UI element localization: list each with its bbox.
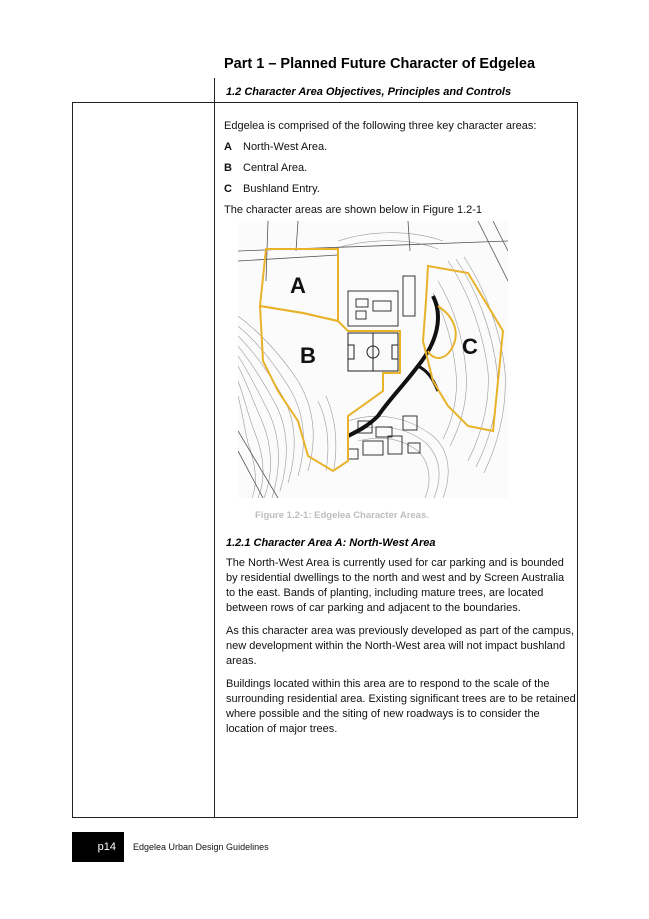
area-name: North-West Area. <box>243 141 328 153</box>
area-item-b <box>224 161 574 176</box>
intro-lead: Edgelea is comprised of the following three key character areas: <box>224 120 537 132</box>
footer-title: Edgelea Urban Design Guidelines <box>133 842 269 852</box>
paragraph: The North-West Area is currently used for car parking and is bounded by residential dwellings to the north and west and by Screen Australia to the east. Bands of planting, including mature trees, are located between rows of car parking and adjacent to the boundaries. <box>226 557 565 614</box>
map-label-b: B <box>300 343 316 368</box>
area-c-inner-boundary <box>428 306 456 358</box>
sports-field <box>348 333 398 371</box>
section-heading: 1.2 Character Area Objectives, Principles and Controls <box>226 86 512 98</box>
paragraph: Buildings located within this area are to respond to the scale of the surrounding residential area. Existing significant trees are to be retained where possible and the siting of new roadways is to consider the location of major trees. <box>226 678 576 735</box>
page-title: Part 1 – Planned Future Character of Edgelea <box>224 56 536 72</box>
site-plan-drawing <box>238 221 508 498</box>
figure-caption: Figure 1.2-1: Edgelea Character Areas. <box>255 510 429 521</box>
area-b-boundary <box>260 306 400 471</box>
map-label-c: C <box>462 334 478 359</box>
intro-block <box>224 119 574 218</box>
area-letter: B <box>224 162 232 174</box>
area-item-a <box>224 140 574 155</box>
area-letter: A <box>224 141 232 153</box>
subsection-body <box>226 556 576 745</box>
area-name: Central Area. <box>243 162 308 174</box>
driveway-branch <box>418 366 438 391</box>
page-number-badge <box>72 832 124 862</box>
paragraph: As this character area was previously developed as part of the campus, new development within the North-West area will not impact bushland areas. <box>226 625 574 667</box>
area-name: Bushland Entry. <box>243 183 320 195</box>
figure-reference: The character areas are shown below in Figure 1.2-1 <box>224 204 483 216</box>
page-number: p14 <box>97 841 116 853</box>
subsection-heading: 1.2.1 Character Area A: North-West Area <box>226 537 436 549</box>
map-label-a: A <box>290 273 306 298</box>
area-letter: C <box>224 183 232 195</box>
header-divider <box>214 78 215 102</box>
area-item-c <box>224 182 574 197</box>
column-divider <box>214 102 215 818</box>
character-areas-map <box>238 221 508 498</box>
